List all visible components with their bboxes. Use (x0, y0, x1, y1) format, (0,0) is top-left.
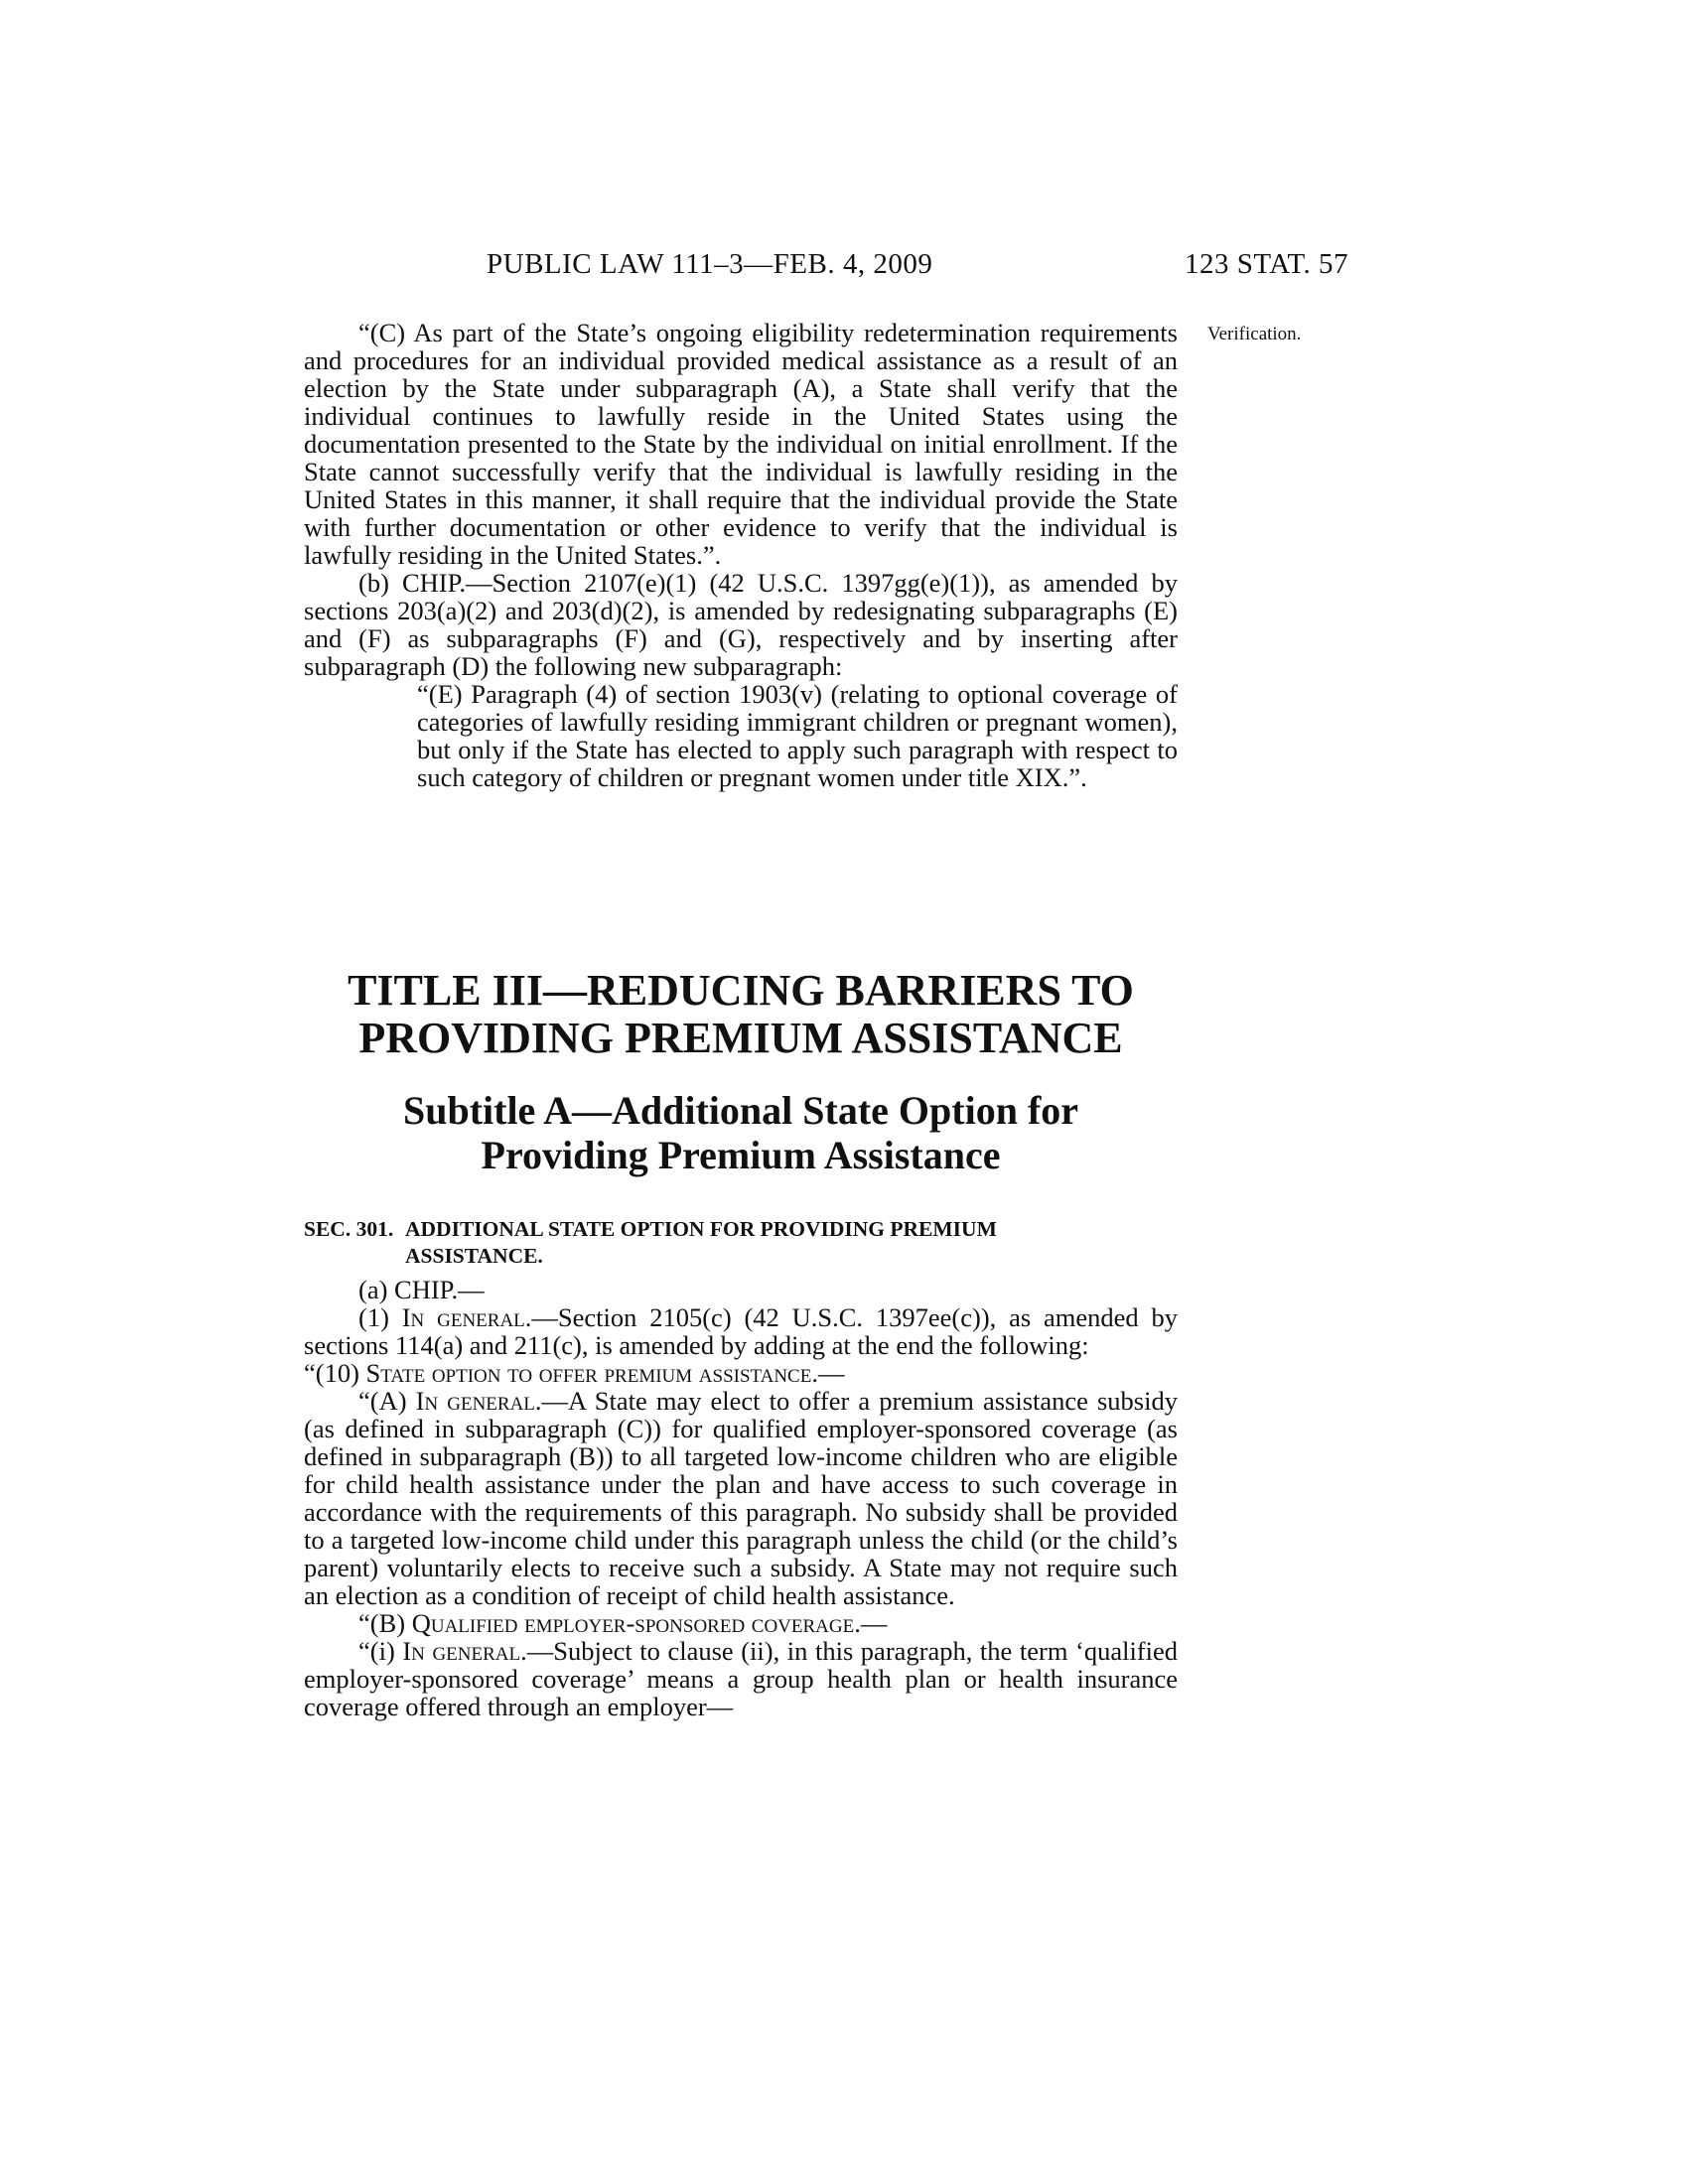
paragraph-10-heading: State option to offer premium assistance (365, 1358, 812, 1388)
subsection-a-heading: (a) CHIP.— (358, 1275, 485, 1304)
subparagraph-a-heading: In general (415, 1386, 535, 1416)
paragraph-c: “(C) As part of the State’s ongoing eligibility redetermination requirements and procedures for an individual provided medical assistance as a result of an election by the State under subparagraph (A), a State shall verify that the individual continues to lawfully reside in the United States using the documentation presented to the State by the individual on initial enrollment. If the State cannot successfully verify that the individual is lawfully residing in the United States in this manner, it shall require that the individual provide the State with further documentation or other evidence to verify that the individual is lawfully residing in the United States.”. (304, 318, 1178, 570)
paragraph-10 (304, 1359, 1178, 1387)
subparagraph-a (304, 1387, 1178, 1609)
stat-page-number: 123 STAT. 57 (1185, 248, 1349, 280)
subtitle-heading (304, 1088, 1178, 1177)
subparagraph-b-prefix: “(B) (358, 1608, 412, 1638)
subparagraph-a-text: .—A State may elect to offer a premium assistance subsidy (as defined in subparagraph (C)) for qualified employer-sponsored coverage (as defined in subparagraph (B)) to all targeted low-income children who are eligible for child health assistance under the plan and have access to such coverage in accordance with the requirements of this paragraph. No subsidy shall be provided to a targeted low-income child under this paragraph unless the child (or the child’s parent) voluntarily elects to receive such a subsidy. A State may not require such an election as a condition of receipt of child health assistance. (304, 1386, 1178, 1610)
section-label: SEC. 301. (304, 1217, 394, 1241)
paragraph-b: (b) CHIP.—Section 2107(e)(1) (42 U.S.C. 1397gg(e)(1)), as amended by sections 203(a)(2) and 203(d)(2), is amended by redesignating subparagraphs (E) and (F) as subparagraphs (F) and (G), respectively and by inserting after subparagraph (D) the following new subparagraph: (304, 568, 1178, 681)
clause-i-text: .—Subject to clause (ii), in this paragraph, the term ‘qualified employer-sponsored coverage’ means a group health plan or health insurance coverage offered through an employer— (304, 1636, 1179, 1721)
clause-i (304, 1637, 1178, 1720)
paragraph-1-text: .—Section 2105(c) (42 U.S.C. 1397ee(c)), as amended by sections 114(a) and 211(c), is amended by adding at the end the following: (304, 1302, 1178, 1360)
subparagraph-b-heading: Qualified employer-sponsored coverage (411, 1608, 855, 1638)
margin-note: Verification. (1207, 324, 1302, 344)
clause-i-prefix: “(i) (358, 1636, 403, 1666)
subtitle-line-2: Providing Premium Assistance (481, 1133, 1001, 1177)
title-heading (304, 967, 1178, 1062)
subparagraph-b-suffix: .— (854, 1608, 888, 1638)
subparagraph-a-prefix: “(A) (358, 1386, 416, 1416)
section-heading (304, 1216, 1178, 1270)
subtitle-line-1: Subtitle A—Additional State Option for (402, 1088, 1079, 1133)
clause-i-heading: In general (402, 1636, 521, 1666)
paragraph-e: “(E) Paragraph (4) of section 1903(v) (relating to optional coverage of categories of lawfully residing immigrant children or pregnant women), but only if the State has elected to apply such paragraph with respect to such category of children or pregnant women under title XIX.”. (417, 679, 1178, 792)
running-head: PUBLIC LAW 111–3—FEB. 4, 2009 (487, 248, 933, 280)
paragraph-10-prefix: “(10) (304, 1358, 366, 1388)
body-text-top (304, 319, 1178, 791)
subparagraph-b (304, 1609, 1178, 1637)
paragraph-1-prefix: (1) (358, 1302, 402, 1332)
title-line-1: TITLE III—REDUCING BARRIERS TO (348, 966, 1134, 1015)
paragraph-1 (304, 1303, 1178, 1359)
paragraph-10-suffix: .— (811, 1358, 845, 1388)
section-body (304, 1276, 1178, 1720)
paragraph-1-heading: In general (401, 1302, 525, 1332)
section-heading-line-2: ASSISTANCE. (405, 1244, 543, 1268)
section-heading-line-1: ADDITIONAL STATE OPTION FOR PROVIDING PREMIUM (405, 1217, 997, 1241)
title-line-2: PROVIDING PREMIUM ASSISTANCE (358, 1014, 1123, 1062)
